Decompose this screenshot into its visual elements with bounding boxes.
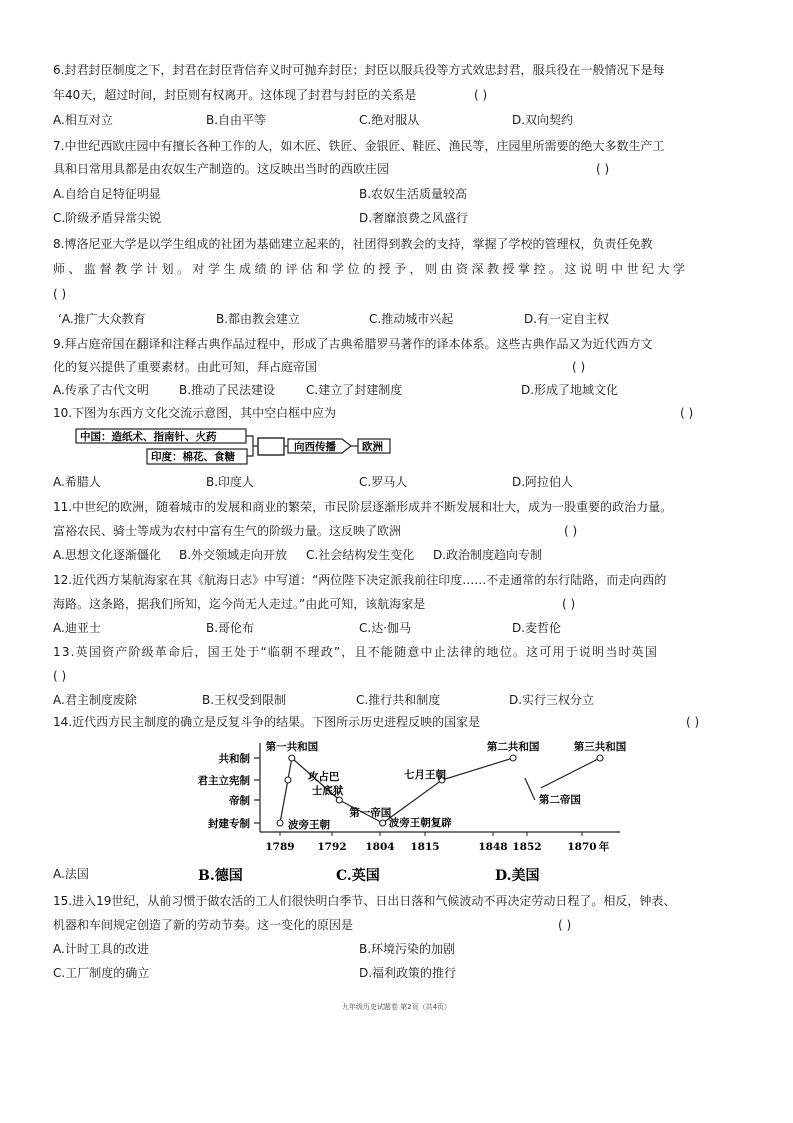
q11-option-c: C.社会结构发生变化: [306, 548, 415, 562]
timeline-point: [336, 797, 342, 803]
event-label: 第三共和国: [573, 741, 627, 753]
q7-answer-blank: ( ): [596, 162, 610, 176]
q8-option-c: C.推动城市兴起: [369, 312, 454, 326]
q14-option-c: C.英国: [336, 868, 380, 884]
q11-option-d: D.政治制度趋向专制: [433, 548, 543, 562]
timeline-point: [597, 755, 603, 761]
x-tick-label: 年: [598, 841, 610, 853]
timeline-point: [285, 777, 291, 783]
q10-answer-blank: ( ): [680, 406, 694, 420]
q13-option-a: A.君主制度废除: [53, 693, 137, 707]
x-tick-label: 1870: [567, 841, 597, 853]
y-tick-label: 帝制: [229, 795, 250, 807]
q13-option-d: D.实行三权分立: [509, 693, 595, 707]
event-label: 第二共和国: [486, 741, 540, 753]
q15-stem-line1: 15.进入19世纪，从前习惯于做农活的工人们很快明白季节、日出日落和气候波动不再决定劳动日程了。相反，钟表、: [53, 894, 676, 908]
q6-option-a: A.相互对立: [53, 113, 113, 127]
q8-stem-line2: 师、监督教学计划。对学生成绩的评估和学位的授予，则由资深教授掌控。这说明中世纪大学: [53, 262, 689, 276]
empty-answer-box: [258, 438, 284, 455]
event-label: 第一共和国: [265, 741, 319, 753]
q13-option-b: B.王权受到限制: [202, 693, 287, 707]
q15-option-d: D.福利政策的推行: [359, 966, 457, 980]
q8-stem-line1: 8.博洛尼亚大学是以学生组成的社团为基础建立起来的，社团得到教会的支持，掌握了学校的管理权，负责任免教: [53, 237, 653, 251]
q8-answer-blank: ( ): [53, 287, 67, 301]
q11-answer-blank: ( ): [564, 524, 578, 538]
q12-option-a: A.迪亚士: [53, 621, 101, 635]
q10-stem-line1: 10.下图为东西方文化交流示意图，其中空白框中应为: [53, 406, 337, 420]
q6-option-c: C.绝对服从: [359, 113, 420, 127]
q13-option-c: C.推行共和制度: [356, 693, 441, 707]
q7-option-d: D.奢靡浪费之风盛行: [359, 211, 469, 225]
timeline-point: [510, 755, 516, 761]
q15-option-b: B.环境污染的加剧: [359, 942, 456, 956]
x-tick-label: 1848: [478, 841, 508, 853]
q10-option-c: C.罗马人: [359, 475, 408, 489]
q11-stem-line2: 富裕农民、骑士等成为农村中富有生气的阶级力量。这反映了欧洲: [53, 524, 402, 538]
y-tick-label: 共和制: [218, 753, 250, 765]
q9-stem-line2: 化的复兴提供了重要素材。由此可知，拜占庭帝国: [53, 360, 318, 374]
q12-stem-line1: 12.近代西方某航海家在其《航海日志》中写道：“两位陛下决定派我前往印度……不走通常的东行陆路，而走向西的: [53, 573, 667, 587]
q14-stem-line1: 14.近代西方民主制度的确立是反复斗争的结果。下图所示历史进程反映的国家是: [53, 715, 481, 729]
q6-stem-line1: 6.封君封臣制度之下，封君在封臣背信弃义时可抛弃封臣；封臣以服兵役等方式效忠封君，服兵役在一般情况下是每: [53, 63, 665, 77]
q13-stem-line1: 13.英国资产阶级革命后，国王处于“临朝不理政”，且不能随意中止法律的地位。这可用于说明当时英国: [53, 645, 659, 659]
timeline-point: [289, 755, 295, 761]
q8-option-b: B.都由教会建立: [216, 312, 301, 326]
event-label-cont: 士底狱: [311, 785, 344, 797]
q11-option-a: A.思想文化逐渐僵化: [53, 548, 161, 562]
timeline-point: [380, 820, 386, 826]
spread-west-label: 向西传播: [294, 441, 336, 453]
q8-option-d: D.有一定自主权: [524, 312, 610, 326]
q7-option-c: C.阶级矛盾异常尖锐: [53, 211, 162, 225]
q10-option-d: D.阿拉伯人: [512, 475, 574, 489]
event-label: 波旁王朝复辟: [388, 817, 452, 829]
culture-exchange-diagram: [75, 427, 395, 467]
q7-stem-line1: 7.中世纪西欧庄园中有擅长各种工作的人，如木匠、铁匠、金银匠、鞋匠、渔民等，庄园里所需要的绝大多数生产工: [53, 139, 665, 153]
france-political-timeline-chart: [150, 738, 630, 888]
second-empire-segment: [525, 778, 535, 800]
q6-stem-line2: 年40天，超过时间，封臣则有权离开。这体现了封君与封臣的关系是: [53, 88, 417, 102]
q15-option-a: A.计时工具的改进: [53, 942, 149, 956]
y-tick-label: 君主立宪制: [197, 775, 250, 787]
q9-option-d: D.形成了地域文化: [521, 383, 619, 397]
x-tick-label: 1815: [410, 841, 440, 853]
q7-option-b: B.农奴生活质量较高: [359, 187, 468, 201]
q14-option-d: D.美国: [495, 868, 540, 884]
x-tick-label: 1789: [265, 841, 295, 853]
q9-option-c: C.建立了封建制度: [306, 383, 403, 397]
q10-option-a: A.希腊人: [53, 475, 101, 489]
q13-answer-blank: ( ): [53, 669, 67, 683]
q6-option-b: B.自由平等: [206, 113, 267, 127]
third-republic-segment: [541, 758, 600, 788]
q12-answer-blank: ( ): [562, 597, 576, 611]
event-label: 七月王朝: [403, 769, 446, 781]
event-label: 第二帝国: [538, 794, 581, 806]
q12-option-c: C.达·伽马: [359, 621, 412, 635]
q9-answer-blank: ( ): [572, 360, 586, 374]
q9-option-a: A.传承了古代文明: [53, 383, 149, 397]
event-label: 攻占巴: [307, 771, 340, 783]
q6-answer-blank: ( ): [474, 88, 488, 102]
q14-answer-blank: ( ): [686, 715, 700, 729]
q11-option-b: B.外交领域走向开放: [179, 548, 288, 562]
q15-option-c: C.工厂制度的确立: [53, 966, 150, 980]
q12-stem-line2: 海路。这条路，据我们所知，迄今尚无人走过。”由此可知，该航海家是: [53, 597, 426, 611]
x-tick-label: 1852: [512, 841, 542, 853]
q10-option-b: B.印度人: [206, 475, 255, 489]
q9-option-b: B.推动了民法建设: [179, 383, 276, 397]
q12-option-d: D.麦哲伦: [512, 621, 562, 635]
q9-stem-line1: 9.拜占庭帝国在翻译和注释古典作品过程中，形成了古典希腊罗马著作的译本体系。这些古典作品又为近代西方文: [53, 337, 653, 351]
q7-option-a: A.自给自足特征明显: [53, 187, 161, 201]
q14-option-a: A.法国: [53, 867, 89, 881]
q11-stem-line1: 11.中世纪的欧洲，随着城市的发展和商业的繁荣，市民阶层逐渐形成并不断发展和壮大，成为一股重要的政治力量。: [53, 500, 673, 514]
q14-option-b: B.德国: [198, 868, 243, 884]
q8-option-a: ‘A.推广大众教育: [58, 312, 146, 326]
india-products-label: 印度：棉花、食糖: [151, 451, 235, 463]
q15-answer-blank: ( ): [558, 918, 572, 932]
timeline-point: [277, 820, 283, 826]
q6-option-d: D.双向契约: [512, 113, 574, 127]
q15-stem-line2: 机器和车间规定创造了新的劳动节奏。这一变化的原因是: [53, 918, 354, 932]
china-inventions-label: 中国：造纸术、指南针、火药: [80, 431, 217, 443]
page-footer: 九年级历史试题卷 第2页（共4页）: [341, 1003, 452, 1011]
x-tick-label: 1792: [317, 841, 347, 853]
europe-label: 欧洲: [362, 441, 383, 453]
event-label: 波旁王朝: [288, 819, 330, 831]
y-tick-label: 封建专制: [208, 818, 250, 830]
q7-stem-line2: 具和日常用具都是由农奴生产制造的。这反映出当时的西欧庄园: [53, 162, 390, 176]
x-tick-label: 1804: [365, 841, 395, 853]
q12-option-b: B.哥伦布: [206, 621, 255, 635]
event-label: 第一帝国: [349, 807, 392, 819]
option-bcd-row: [198, 867, 540, 884]
